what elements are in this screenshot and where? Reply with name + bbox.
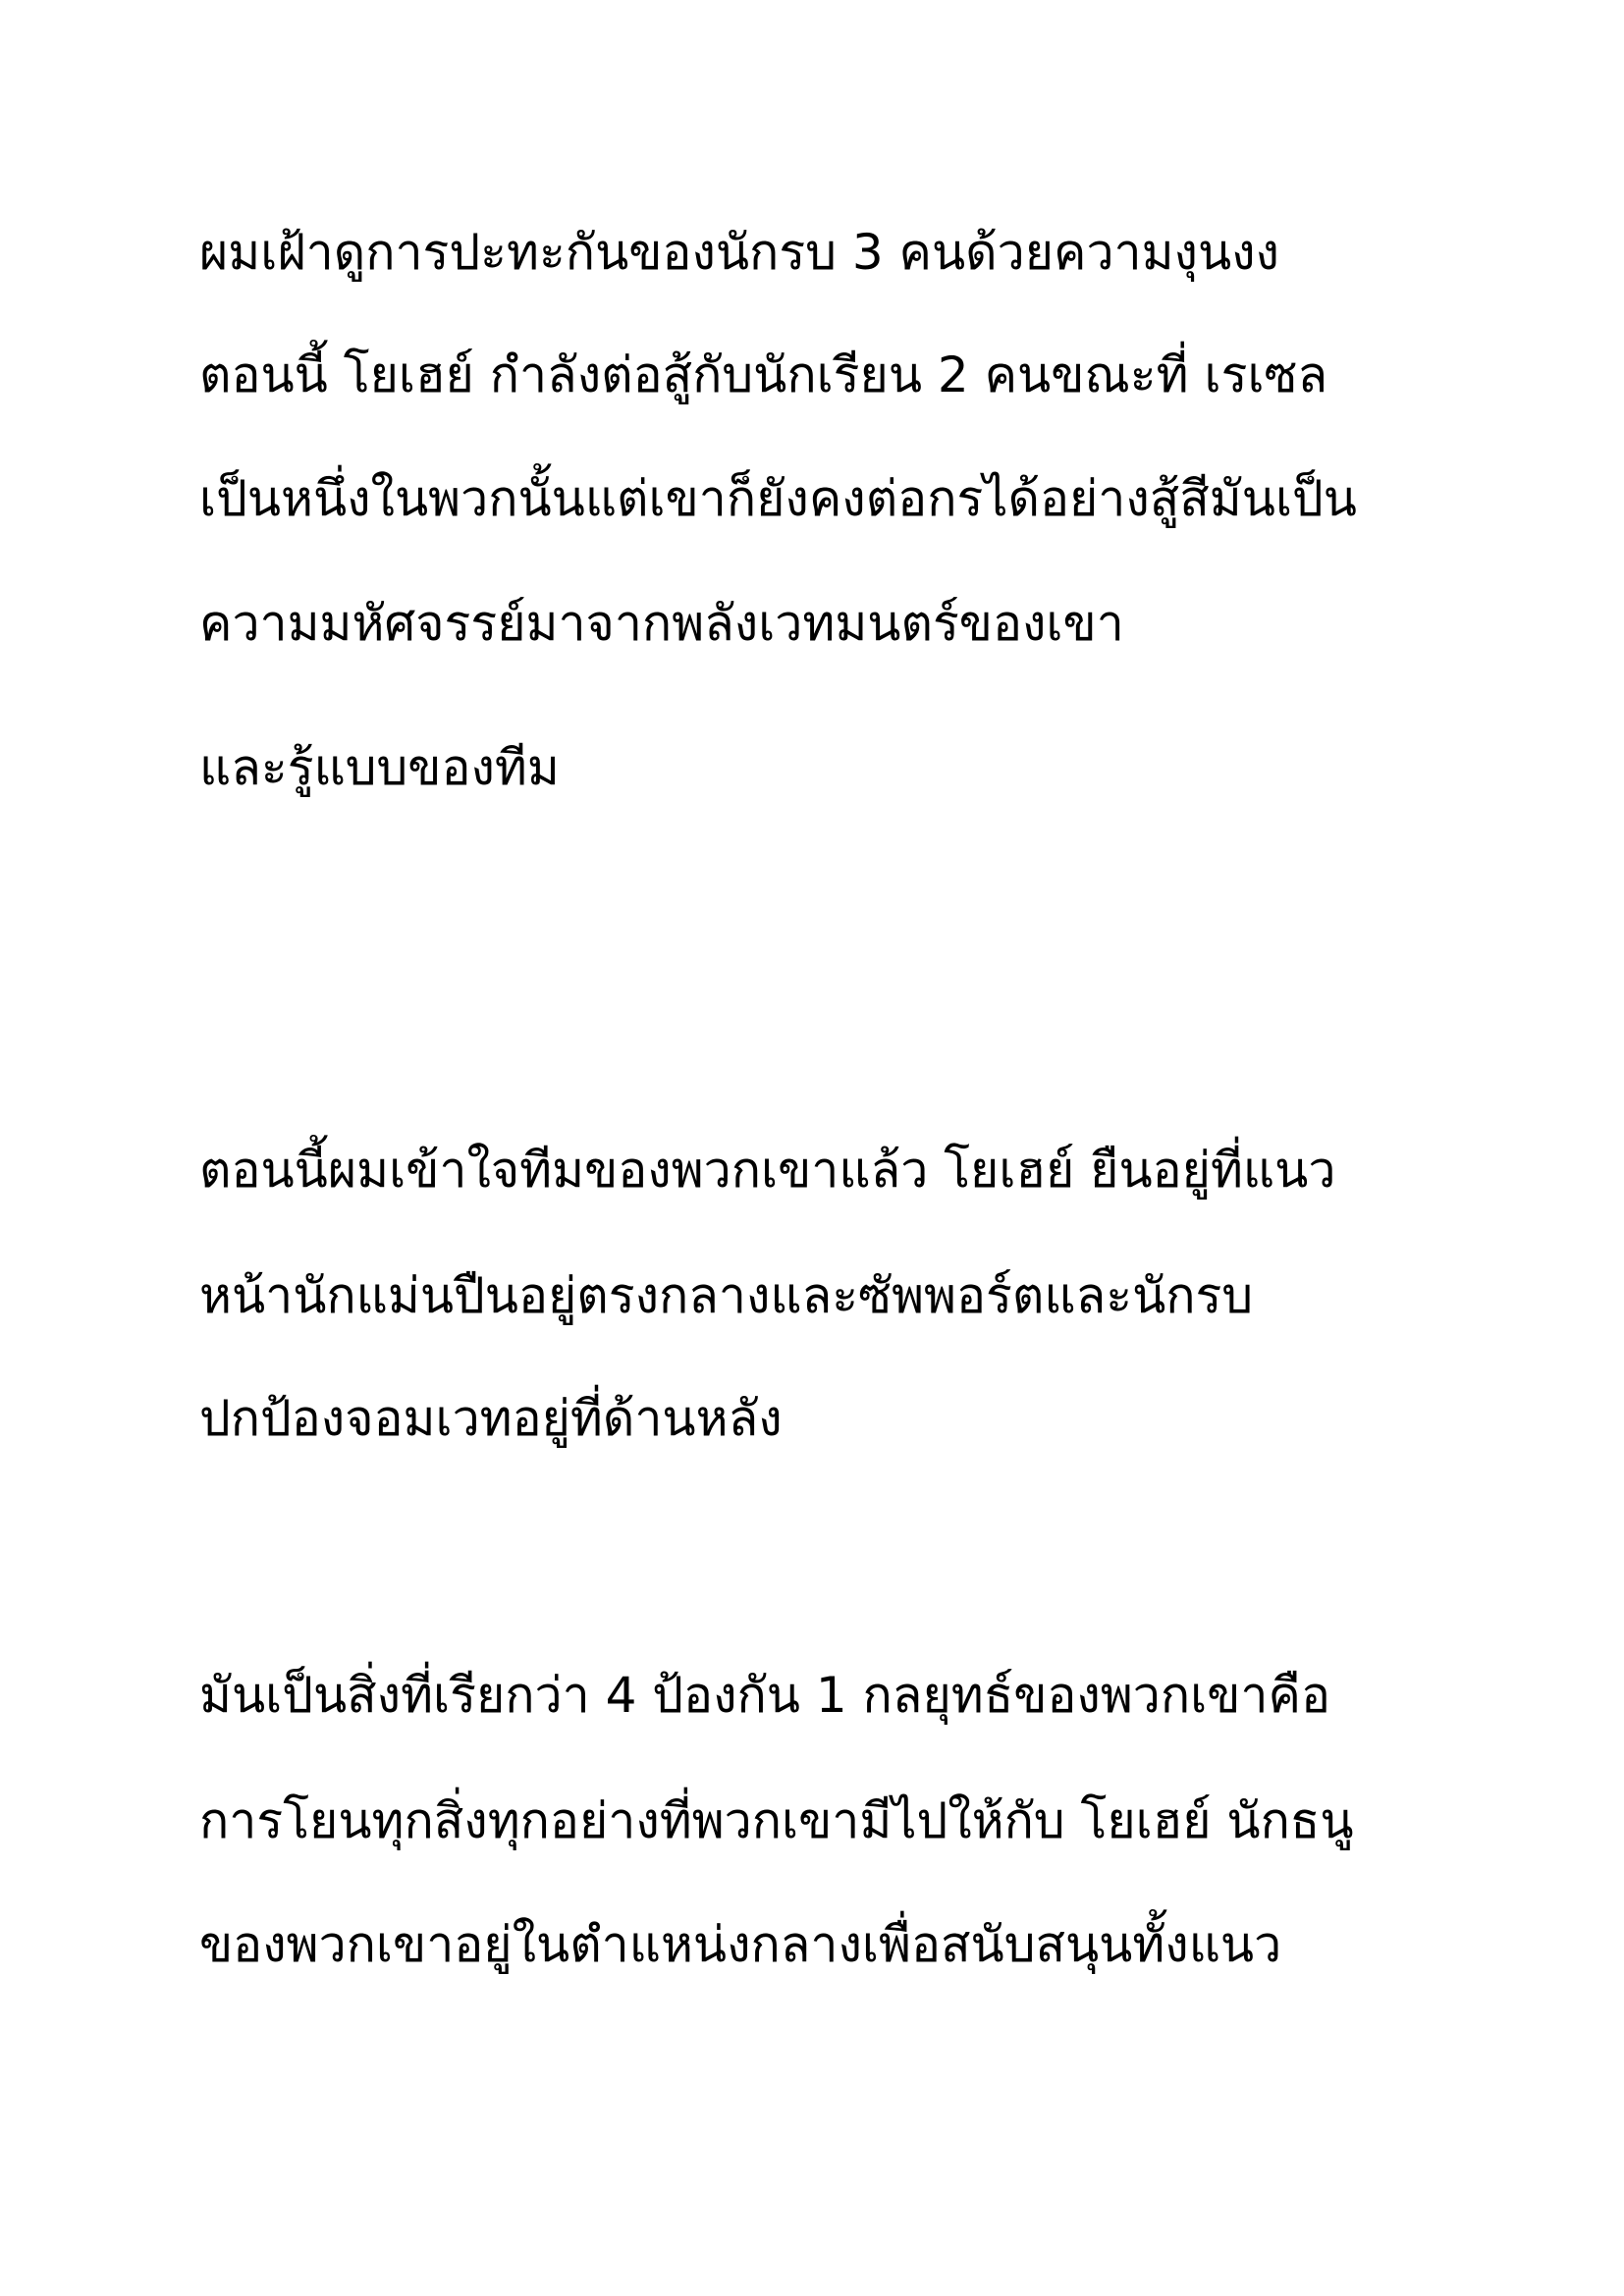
text-line: ความมหัศจรรย์มาจากพลังเวทมนตร์ของเขา (199, 595, 1124, 652)
text-line: ตอนนี้ โยเฮย์ กำลังต่อสู้กับนักเรียน 2 คนขณะที่ เรเซล (199, 347, 1328, 403)
text-line: ของพวกเขาอยู่ในตำแหน่งกลางเพื่อสนับสนุนทั้งแนว (199, 1916, 1282, 1973)
text-line: เป็นหนึ่งในพวกนั้นแต่เขาก็ยังคงต่อกรได้อย่างสู้สีมันเป็น (199, 470, 1357, 527)
text-line: การโยนทุกสิ่งทุกอย่างที่พวกเขามีไปให้กับ โยเฮย์ นักธนู (199, 1792, 1354, 1849)
text-line: และรู้แบบของทีม (199, 739, 560, 796)
text-line: ตอนนี้ผมเข้าใจทีมของพวกเขาแล้ว โยเฮย์ ยืนอยู่ที่แนว (199, 1142, 1336, 1199)
text-line: หน้านักแม่นปืนอยู่ตรงกลางและซัพพอร์ตและนักรบ (199, 1267, 1254, 1324)
text-line: ปกป้องจอมเวทอยู่ที่ด้านหลัง (199, 1390, 783, 1447)
text-line: ผมเฝ้าดูการปะทะกันของนักรบ 3 คนด้วยความงุนงง (199, 224, 1279, 281)
text-line: มันเป็นสิ่งที่เรียกว่า 4 ป้องกัน 1 กลยุทธ์ของพวกเขาคือ (199, 1667, 1330, 1724)
